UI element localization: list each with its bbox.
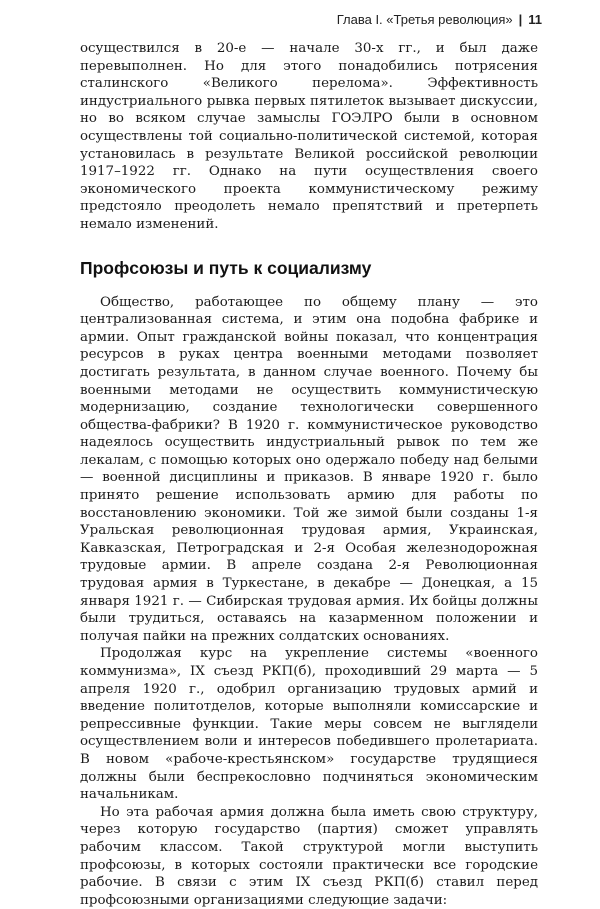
page-body xyxy=(80,40,538,909)
intro-paragraph: осуществился в 20-е — начале 30-х гг., и был даже перевыполнен. Но для этого понадобились потрясения сталинского «Великого перелома». Эффективность индустриального рывка первых пятилеток вызывает дискуссии, но во всяком случае замыслы ГОЭЛРО были в основном осуществлены той социально-политической системой, которая установилась в результате Великой российской революции 1917–1922 гг. Однако на пути осуществления своего экономического проекта коммунистическому режиму предстояло преодолеть немало препятствий и претерпеть немало изменений. xyxy=(80,41,538,232)
body-paragraph: Общество, работающее по общему плану — это централизованная система, и этим она подобна фабрике и армии. Опыт гражданской войны показал, что концентрация ресурсов в руках центра военными методами позволяет достигать результата, в данном случае военного. Почему бы военными методами не осуществить коммунистическую модернизацию, создание технологически совершенного общества-фабрики? В 1920 г. коммунистическое руководство надеялось осуществить индустриальный рывок по тем же лекалам, с помощью которых оно одержало победу над белыми — военной дисциплины и приказов. В январе 1920 г. было принято решение использовать армию для работы по восстановлению экономики. Той же зимой были созданы 1-я Уральская революционная трудовая армия, Украинская, Кавказская, Петроградская и 2-я Особая железнодорожная трудовые армии. В апреле создана 2-я Революционная трудовая армия в Туркестане, в декабре — Донецкая, а 15 января 1921 г. — Сибирская трудовая армия. Их бойцы должны были трудиться, оставаясь на казарменном положении и получая пайки на прежних солдатских основаниях. xyxy=(80,294,538,644)
page-number: 11 xyxy=(528,12,542,27)
body-paragraph: Но эта рабочая армия должна была иметь свою структуру, через которую государство (партия) сможет управлять рабочим классом. Такой структурой могли выступить профсоюзы, в которых состояли практически все городские рабочие. В связи с этим IX съезд РКП(б) ставил перед профсоюзными организациями следующие задачи: xyxy=(80,804,538,908)
section-heading: Профсоюзы и путь к социализму xyxy=(80,257,372,278)
header-separator: | xyxy=(518,12,523,27)
running-header xyxy=(337,12,542,27)
chapter-title: Глава I. «Третья революция» xyxy=(336,12,513,27)
body-paragraph: Продолжая курс на укрепление системы «военного коммунизма», IX съезд РКП(б), проходивший 29 марта — 5 апреля 1920 г., одобрил организацию трудовых армий и введение политотделов, которые выполняли комиссарские и репрессивные функции. Такие меры совсем не выглядели осуществлением воли и интересов победившего пролетариата. В новом «рабоче-крестьянском» государстве трудящиеся должны были беспрекословно подчиняться экономическим начальникам. xyxy=(80,646,538,803)
